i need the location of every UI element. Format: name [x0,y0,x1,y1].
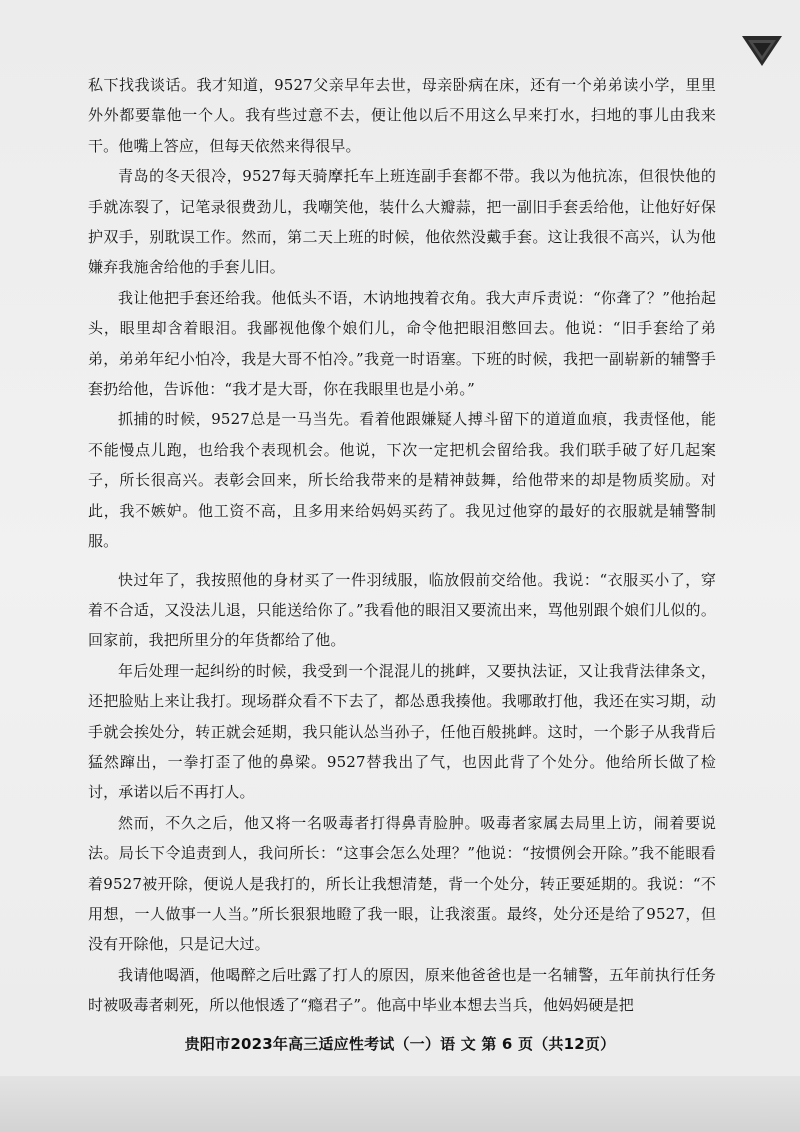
paragraph-7: 然而，不久之后，他又将一名吸毒者打得鼻青脸肿。吸毒者家属去局里上访，闹着要说法。局长下令追责到人，我问所长：“这事会怎么处理？”他说：“按惯例会开除。”我不能眼看着9527被开除，便说人是我打的，所长让我想清楚，背一个处分，转正要延期的。我说：“不用想，一人做事一人当。”所长狠狠地瞪了我一眼，让我滚蛋。最终，处分还是给了9527，但没有开除他，只是记大过。 [88,813,716,954]
article-body [88,70,716,1021]
paragraph-1: 私下找我谈话。我才知道，9527父亲早年去世，母亲卧病在床，还有一个弟弟读小学，里里外外都要靠他一个人。我有些过意不去，便让他以后不用这么早来打水，扫地的事儿由我来干。他嘴上答应，但每天依然来得很早。 [88,76,716,155]
paragraph-8: 我请他喝酒，他喝醉之后吐露了打人的原因，原来他爸爸也是一名辅警，五年前执行任务时被吸毒者刺死，所以他恨透了“瘾君子”。他高中毕业本想去当兵，他妈妈硬是把 [88,965,716,1015]
paragraph-4: 抓捕的时候，9527总是一马当先。看着他跟嫌疑人搏斗留下的道道血痕，我责怪他，能不能慢点儿跑，也给我个表现机会。他说，下次一定把机会留给我。我们联手破了好几起案子，所长很高兴。表彰会回来，所长给我带来的是精神鼓舞，给他带来的却是物质奖励。对此，我不嫉妒。他工资不高，且多用来给妈妈买药了。我见过他穿的最好的衣服就是辅警制服。 [88,410,716,551]
paragraph-6: 年后处理一起纠纷的时候，我受到一个混混儿的挑衅，又要执法证，又让我背法律条文，还把脸贴上来让我打。现场群众看不下去了，都怂恿我揍他。我哪敢打他，我还在实习期，动手就会挨处分，转正就会延期，我只能认怂当孙子，任他百般挑衅。这时，一个影子从我背后猛然蹿出，一拳打歪了他的鼻梁。9527替我出了气，也因此背了个处分。他给所长做了检讨，承诺以后不再打人。 [88,661,716,802]
scan-bottom-band [0,1076,800,1132]
paragraph-2: 青岛的冬天很冷，9527每天骑摩托车上班连副手套都不带。我以为他抗冻，但很快他的手就冻裂了，记笔录很费劲儿，我嘲笑他，装什么大瓣蒜，把一副旧手套丢给他，让他好好保护双手，别耽误工作。然而，第二天上班的时候，他依然没戴手套。这让我很不高兴，认为他嫌弃我施舍给他的手套儿旧。 [88,167,716,277]
corner-registration-mark-icon [742,34,782,68]
page-footer: 贵阳市2023年高三适应性考试（一）语 文 第 6 页（共12页） [184,1035,616,1053]
paragraph-5: 快过年了，我按照他的身材买了一件羽绒服，临放假前交给他。我说：“衣服买小了，穿着不合适，又没法儿退，只能送给你了。”我看他的眼泪又要流出来，骂他别跟个娘们儿似的。回家前，我把所里分的年货都给了他。 [88,570,716,650]
paragraph-spacer [88,557,716,565]
paragraph-3: 我让他把手套还给我。他低头不语，木讷地拽着衣角。我大声斥责说：“你聋了？”他抬起头，眼里却含着眼泪。我鄙视他像个娘们儿，命令他把眼泪憋回去。他说：“旧手套给了弟弟，弟弟年纪小怕冷，我是大哥不怕冷。”我竟一时语塞。下班的时候，我把一副崭新的辅警手套扔给他，告诉他：“我才是大哥，你在我眼里也是小弟。” [88,288,716,399]
